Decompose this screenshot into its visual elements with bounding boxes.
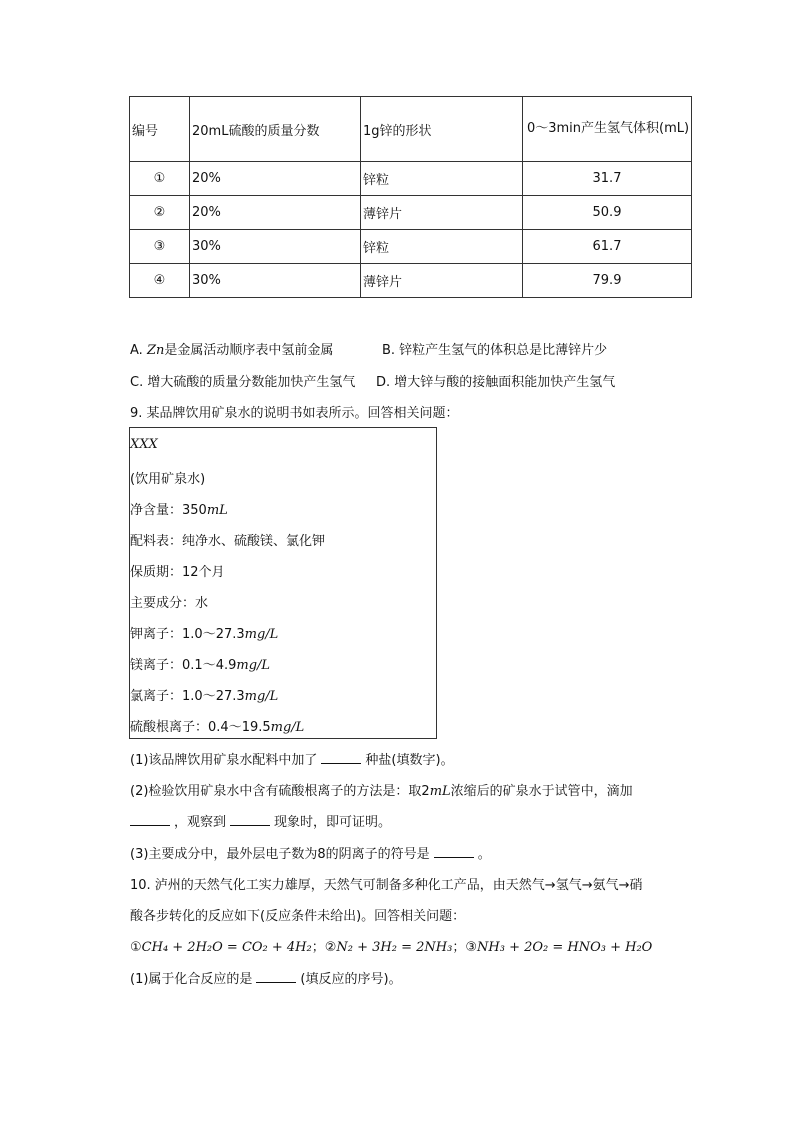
reaction-separator: ；	[311, 940, 325, 955]
potassium-prefix: 钾离子：	[130, 627, 183, 642]
answer-blank[interactable]	[130, 813, 170, 826]
zinc-shape: 薄锌片	[361, 196, 523, 230]
option-a-variable: Zn	[146, 343, 165, 358]
table-header-row	[130, 97, 692, 162]
chloride-prefix: 氯离子：	[130, 689, 183, 704]
label-type: (饮用矿泉水)	[130, 472, 206, 487]
sulfate-unit: mg/L	[270, 720, 305, 735]
label-magnesium	[130, 654, 270, 673]
q9-sub1-text-b: 种盐(填数字)。	[365, 753, 454, 768]
header-cell	[523, 97, 692, 162]
hydrogen-volume: 50.9	[523, 196, 692, 230]
question-10-stem-line1: 10. 泸州的天然气化工实力雄厚，天然气可制备多种化工产品，由天然气→氢气→氨气→硝	[130, 878, 643, 893]
experiment-table	[129, 96, 692, 298]
chloride-range: 1.0～27.3	[182, 689, 245, 704]
potassium-unit: mg/L	[244, 627, 279, 642]
question-9-sub1	[130, 749, 454, 768]
reaction-2-number: ②	[324, 940, 337, 955]
acid-concentration: 30%	[190, 264, 361, 298]
q10-sub1-text-b: (填反应的序号)。	[300, 972, 402, 987]
row-number: ①	[130, 162, 190, 196]
header-cell: 1g锌的形状	[361, 97, 523, 162]
label-chloride	[130, 685, 278, 704]
table-row	[130, 162, 692, 196]
q9-sub2-text-a: (2)检验饮用矿泉水中含有硫酸根离子的方法是：取2	[130, 784, 430, 799]
potassium-range: 1.0～27.3	[182, 627, 245, 642]
question-9-sub2	[130, 780, 633, 799]
reaction-3-equation: NH₃ + 2O₂ = HNO₃ + H₂O	[477, 940, 653, 955]
net-content-value: 350	[182, 503, 207, 518]
q9-sub1-text-a: (1)该品牌饮用矿泉水配料中加了	[130, 753, 318, 768]
chloride-unit: mg/L	[244, 689, 279, 704]
label-potassium	[130, 623, 278, 642]
q10-sub1-text-a: (1)属于化合反应的是	[130, 972, 253, 987]
header-cell-text: 0～3min产生氢气体积(mL)	[526, 121, 690, 136]
question-9-stem: 9. 某品牌饮用矿泉水的说明书如表所示。回答相关问题：	[130, 406, 459, 421]
reaction-separator: ；	[452, 940, 466, 955]
acid-concentration: 20%	[190, 196, 361, 230]
q9-sub2-text-c: ，观察到	[174, 815, 227, 830]
hydrogen-volume: 61.7	[523, 230, 692, 264]
question-9-sub3	[130, 843, 491, 862]
reaction-3-number: ③	[465, 940, 478, 955]
q9-sub2-text-d: 现象时，即可证明。	[274, 815, 392, 830]
row-number: ④	[130, 264, 190, 298]
answer-blank[interactable]	[256, 970, 296, 983]
question-10-reactions	[130, 936, 652, 955]
reaction-1-equation: CH₄ + 2H₂O = CO₂ + 4H₂	[141, 940, 312, 955]
answer-blank[interactable]	[230, 813, 270, 826]
option-a	[130, 339, 333, 358]
question-10-stem-line2: 酸各步转化的反应如下(反应条件未给出)。回答相关问题：	[130, 909, 466, 924]
label-net-content	[130, 499, 228, 518]
question-9-sub2-cont	[130, 811, 391, 830]
hydrogen-volume: 79.9	[523, 264, 692, 298]
answer-blank[interactable]	[434, 845, 474, 858]
zinc-shape: 锌粒	[361, 162, 523, 196]
table-row	[130, 230, 692, 264]
hydrogen-volume: 31.7	[523, 162, 692, 196]
table-row	[130, 196, 692, 230]
sulfate-prefix: 硫酸根离子：	[130, 720, 209, 735]
option-c: C. 增大硫酸的质量分数能加快产生氢气	[130, 375, 356, 390]
acid-concentration: 30%	[190, 230, 361, 264]
magnesium-prefix: 镁离子：	[130, 658, 183, 673]
row-number: ③	[130, 230, 190, 264]
label-ingredients: 配料表：纯净水、硫酸镁、氯化钾	[130, 534, 326, 549]
q9-sub3-text-b: 。	[477, 847, 491, 862]
q9-sub3-text-a: (3)主要成分中，最外层电子数为8的阴离子的符号是	[130, 847, 430, 862]
reaction-1-number: ①	[130, 940, 142, 955]
option-a-text: 是金属活动顺序表中氢前金属	[164, 343, 334, 358]
sulfate-range: 0.4～19.5	[208, 720, 271, 735]
label-shelf-life: 保质期：12个月	[130, 565, 225, 580]
header-cell: 编号	[130, 97, 190, 162]
magnesium-range: 0.1～4.9	[182, 658, 237, 673]
label-main-component: 主要成分：水	[130, 596, 209, 611]
label-brand: XXX	[130, 437, 158, 452]
acid-concentration: 20%	[190, 162, 361, 196]
magnesium-unit: mg/L	[236, 658, 271, 673]
net-content-unit: mL	[206, 503, 228, 518]
option-b: B. 锌粒产生氢气的体积总是比薄锌片少	[382, 343, 608, 358]
question-10-sub1	[130, 968, 402, 987]
table-row	[130, 264, 692, 298]
q9-sub2-unit: mL	[429, 784, 451, 799]
option-d: D. 增大锌与酸的接触面积能加快产生氢气	[376, 375, 616, 390]
answer-blank[interactable]	[321, 751, 361, 764]
reaction-2-equation: N₂ + 3H₂ = 2NH₃	[336, 940, 453, 955]
net-content-prefix: 净含量：	[130, 503, 183, 518]
mineral-water-label	[129, 427, 437, 739]
zinc-shape: 锌粒	[361, 230, 523, 264]
header-cell: 20mL硫酸的质量分数	[190, 97, 361, 162]
option-a-label: A.	[130, 343, 143, 358]
zinc-shape: 薄锌片	[361, 264, 523, 298]
label-sulfate	[130, 716, 304, 735]
row-number: ②	[130, 196, 190, 230]
q9-sub2-text-b: 浓缩后的矿泉水于试管中，滴加	[450, 784, 633, 799]
